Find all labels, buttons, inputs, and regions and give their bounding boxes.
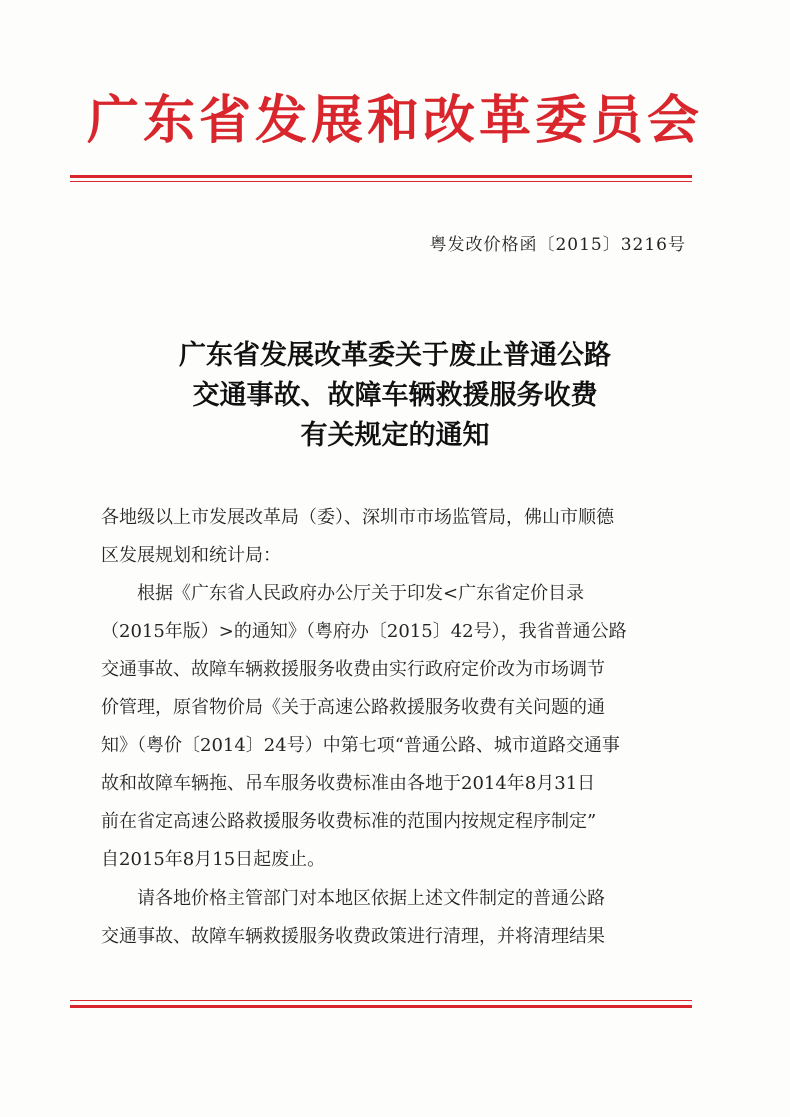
- header-rule-thick: [70, 175, 692, 178]
- paragraph-line: 自2015年8月15日起废止。: [101, 849, 326, 870]
- body-paragraph-1: [101, 575, 691, 879]
- paragraph-line: 知》（粤价〔2014〕24号）中第七项“普通公路、城市道路交通事: [101, 735, 620, 756]
- paragraph-line: 根据《广东省人民政府办公厅关于印发<广东省定价目录: [101, 583, 585, 604]
- paragraph-line: （2015年版）>的通知》（粤府办〔2015〕42号），我省普通公路: [101, 621, 627, 642]
- document-title: [0, 336, 790, 456]
- addressee: [101, 499, 691, 575]
- paragraph-line: 故和故障车辆拖、吊车服务收费标准由各地于2014年8月31日: [101, 773, 596, 794]
- body-paragraph-2: [101, 880, 691, 956]
- footer-rule-thin: [70, 1000, 692, 1001]
- title-line: 交通事故、故障车辆救援服务收费: [192, 380, 598, 411]
- title-line: 有关规定的通知: [300, 420, 490, 451]
- title-line: 广东省发展改革委关于废止普通公路: [179, 340, 611, 371]
- paragraph-line: 交通事故、故障车辆救援服务收费由实行政府定价改为市场调节: [101, 659, 605, 680]
- paragraph-line: 前在省定高速公路救援服务收费标准的范围内按规定程序制定”: [101, 811, 597, 832]
- addressee-line: 各地级以上市发展改革局（委）、深圳市市场监管局，佛山市顺德: [101, 507, 614, 528]
- document-number: 粤发改价格函〔2015〕3216号: [429, 235, 686, 255]
- header-rule-thin: [70, 181, 692, 182]
- footer-rule-thick: [70, 1005, 692, 1008]
- paragraph-line: 请各地价格主管部门对本地区依据上述文件制定的普通公路: [101, 888, 605, 909]
- paragraph-line: 价管理，原省物价局《关于高速公路救援服务收费有关问题的通: [101, 697, 605, 718]
- paragraph-line: 交通事故、故障车辆救援服务收费政策进行清理，并将清理结果: [101, 926, 605, 947]
- issuing-organization: 广东省发展和改革委员会: [86, 90, 703, 151]
- addressee-line: 区发展规划和统计局：: [101, 545, 281, 566]
